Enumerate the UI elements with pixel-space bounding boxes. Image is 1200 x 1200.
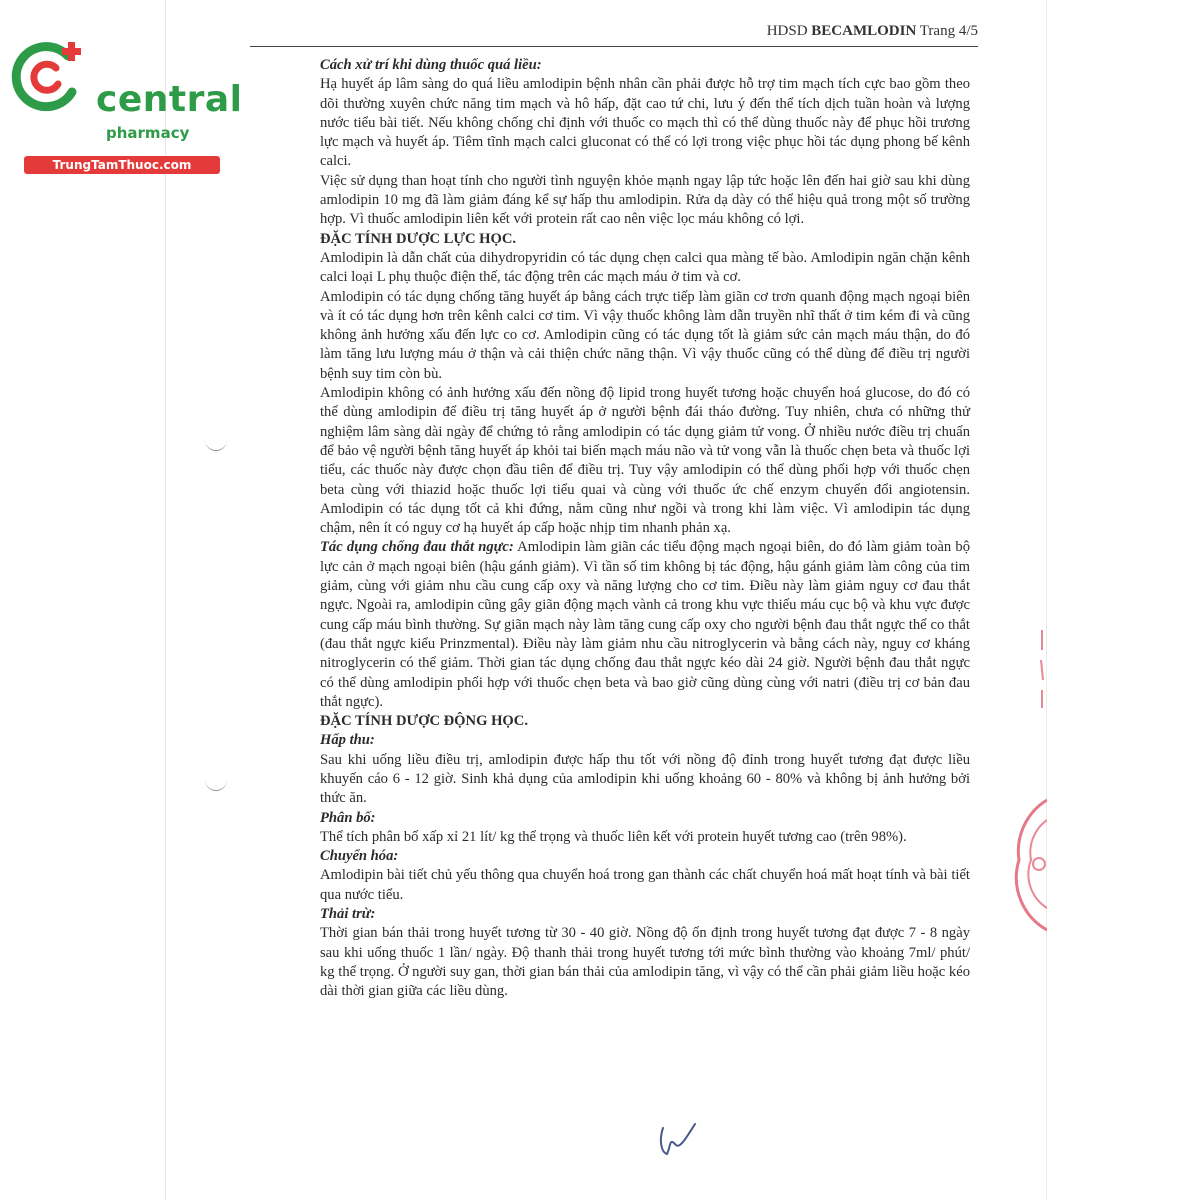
section-title-overdose: Cách xử trí khi dùng thuốc quá liều:: [320, 57, 542, 73]
subsection-title-elimination: Thải trừ:: [320, 906, 376, 923]
paragraph: Amlodipin không có ảnh hưởng xấu đến nồng độ lipid trong huyết tương hoặc chuyển hoá glucose, do đó có thể dùng amlodipin để điều trị tăng huyết áp ở người bệnh đái tháo đường. Tuy nhiên, chưa có những thử nghiệm lâm sàng dài ngày để chứng tỏ rằng amlodipin có tác dụng giảm tử vong. Ở nhiều nước điều trị chuẩn để bảo vệ người bệnh tăng huyết áp khỏi tai biến mạch máu não và tử vong vẫn là thuốc chẹn beta và thuốc lợi tiểu, các thuốc này được chọn đầu tiên để điều trị. Tuy vậy amlodipin có thể dùng phối hợp với thuốc chẹn beta cùng với thiazid hoặc thuốc lợi tiểu quai và cùng với thuốc ức chế enzym chuyển đổi angiotensin. Amlodipin có tác dụng tốt cả khi đứng, nằm cũng như ngồi và trong khi làm việc. Vì amlodipin tác dụng chậm, nên ít có nguy cơ hạ huyết áp cấp hoặc nhịp tim nhanh phản xạ.: [320, 385, 970, 537]
logo-mark-icon: [10, 38, 94, 118]
header-doc-name: BECAMLODIN: [811, 23, 917, 39]
handwritten-initial-icon: [655, 1120, 701, 1160]
logo-brand-name: central: [96, 79, 243, 120]
document-header: [250, 18, 978, 47]
paragraph: Việc sử dụng than hoạt tính cho người tình nguyện khỏe mạnh ngay lập tức hoặc lên đến hai giờ sau khi dùng amlodipin 10 mg đã làm giảm đáng kể sự hấp thu amlodipin. Rửa dạ dày có thể hiệu quả trong một số trường hợp. Vì thuốc amlodipin liên kết với protein rất cao nên việc lọc máu không có lợi.: [320, 172, 970, 228]
paragraph: Amlodipin là dẫn chất của dihydropyridin có tác dụng chẹn calci qua màng tế bào. Amlodipin ngăn chặn kênh calci loại L phụ thuộc điện thế, tác động trên các mạch máu ở tim và cơ.: [320, 249, 970, 286]
red-mark-icon: [1038, 630, 1046, 710]
central-pharmacy-logo[interactable]: [10, 38, 243, 172]
section-title-pharmacodynamics: ĐẶC TÍNH DƯỢC LỰC HỌC.: [320, 230, 517, 247]
logo-website-url[interactable]: TrungTamThuoc.com: [24, 156, 220, 174]
paragraph: Amlodipin có tác dụng chống tăng huyết áp bằng cách trực tiếp làm giãn cơ trơn quanh động mạch ngoại biên và ít có tác dụng hơn trên kênh calci cơ tim. Vì vậy thuốc không làm dẫn truyền nhĩ thất ở tim kém đi và cũng không ảnh hưởng xấu đến lực co cơ. Amlodipin cũng có tác dụng tốt là giảm sức cản mạch máu thận, do đó làm tăng lưu lượng máu ở thận và cải thiện chức năng thận. Vì vậy thuốc cũng có thể dùng để điều trị người bệnh suy tim còn bù.: [320, 288, 970, 382]
paragraph: [320, 538, 970, 712]
document-body: [320, 56, 970, 1002]
paragraph: Thời gian bán thải trong huyết tương từ 30 - 40 giờ. Nồng độ ổn định trong huyết tương đạt được 7 - 8 ngày sau khi uống thuốc 1 lần/ ngày. Độ thanh thải trong huyết tương tới mức bình thường vào khoảng 7ml/ phút/ kg thể trọng. Ở người suy gan, thời gian bán thải của amlodipin tăng, vì vậy có thể cần phải giảm liều hoặc kéo dài thời gian giữa các liều dùng.: [320, 925, 970, 1000]
punch-hole-mark: [205, 436, 227, 451]
red-stamp-icon: [1005, 790, 1047, 940]
header-prefix: HDSD: [766, 23, 808, 39]
page-right-edge: [1046, 0, 1047, 1200]
subsection-title-absorption: Hấp thu:: [320, 732, 375, 749]
subsection-title-distribution: Phân bố:: [320, 809, 376, 826]
page-fold-line: [165, 0, 166, 1200]
paragraph: Thể tích phân bố xấp xỉ 21 lít/ kg thể trọng và thuốc liên kết với protein huyết tương cao (trên 98%).: [320, 828, 907, 845]
section-title-pharmacokinetics: ĐẶC TÍNH DƯỢC ĐỘNG HỌC.: [320, 713, 528, 730]
paragraph-lead: Tác dụng chống đau thắt ngực:: [320, 539, 514, 556]
subsection-title-metabolism: Chuyển hóa:: [320, 848, 399, 865]
paragraph-text: Amlodipin làm giãn các tiểu động mạch ngoại biên, do đó làm giảm toàn bộ lực cản ở mạch ngoại biên (hậu gánh giảm). Vì tần số tim không bị tác động, hậu gánh giảm làm công của tim giảm, cùng với giảm nhu cầu cung cấp oxy và năng lượng cho cơ tim. Điều này làm giảm nguy cơ đau thắt ngực. Ngoài ra, amlodipin cũng gây giãn động mạch vành cả trong khu vực thiếu máu cục bộ và khu vực được cung cấp máu bình thường. Sự giãn mạch này làm tăng cung cấp oxy cho người bệnh đau thắt ngực thể co thắt (đau thắt ngực kiểu Prinzmental). Điều này làm giảm nhu cầu nitroglycerin và bằng cách này, nguy cơ kháng nitroglycerin có thể giảm. Thời gian tác dụng chống đau thắt ngực kéo dài 24 giờ. Người bệnh đau thắt ngực có thể dùng amlodipin phối hợp với thuốc chẹn beta và bao giờ cũng dùng cùng với natri (điều trị cơ bản đau thắt ngực).: [320, 539, 971, 710]
paragraph: Sau khi uống liều điều trị, amlodipin được hấp thu tốt với nồng độ đỉnh trong huyết tương đạt được liều khuyến cáo 6 - 12 giờ. Sinh khả dụng của amlodipin khi uống khoảng 60 - 80% và không bị ảnh hưởng bởi thức ăn.: [320, 751, 970, 807]
header-page-number: Trang 4/5: [919, 23, 978, 39]
logo-brand-sub: pharmacy: [106, 124, 190, 142]
paragraph: Hạ huyết áp lâm sàng do quá liều amlodipin bệnh nhân cần phải được hỗ trợ tim mạch tích cực bao gồm theo dõi thường xuyên chức năng tim mạch và hô hấp, đặt cao tứ chi, lưu ý đến thể tích dịch tuần hoàn và lượng nước tiểu bài tiết. Nếu không chống chỉ định với thuốc co mạch thì có thể dùng thuốc này để phục hồi trương lực mạch và huyết áp. Tiêm tĩnh mạch calci gluconat có thể có lợi trong việc phục hồi tác dụng phong bế kênh calci.: [320, 76, 970, 170]
paragraph: Amlodipin bài tiết chủ yếu thông qua chuyển hoá trong gan thành các chất chuyển hoá mất hoạt tính và bài tiết qua nước tiểu.: [320, 867, 970, 903]
punch-hole-mark: [205, 776, 227, 791]
